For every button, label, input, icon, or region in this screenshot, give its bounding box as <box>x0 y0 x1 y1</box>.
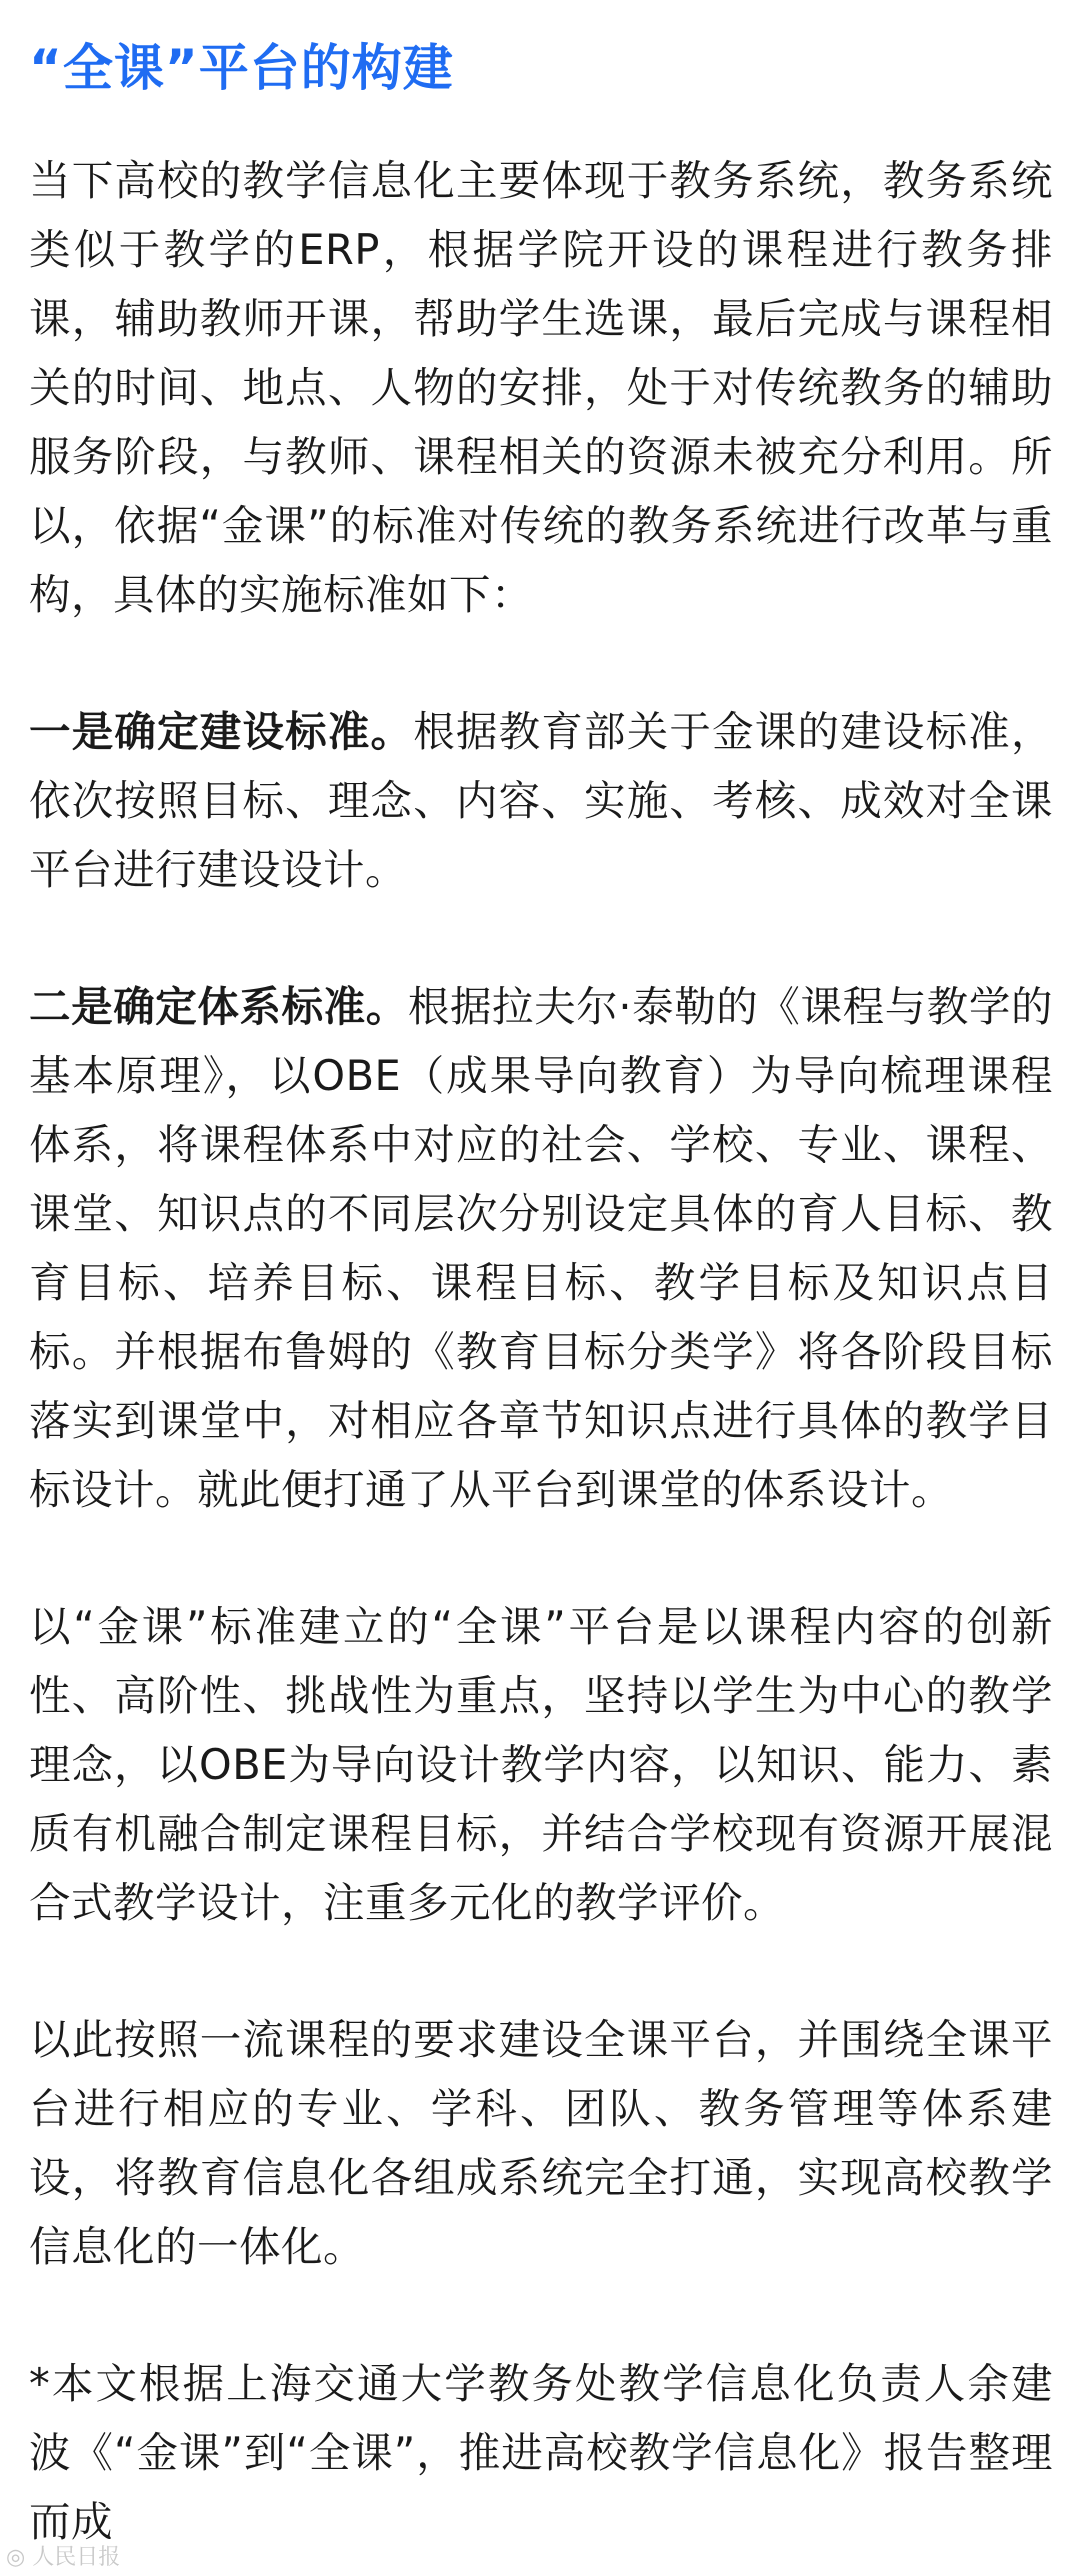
paragraph-system-standard <box>29 972 1053 1524</box>
paragraph-source-note: *本文根据上海交通大学教务处教学信息化负责人余建波《“金课”到“全课”，推进高校教学信息化》报告整理而成 <box>29 2359 1053 2546</box>
article-body <box>29 28 1053 2556</box>
paragraph-lead-system: 二是确定体系标准。 <box>29 982 408 1031</box>
paragraph-platform-description: 以“金课”标准建立的“全课”平台是以课程内容的创新性、高阶性、挑战性为重点，坚持以学生为中心的教学理念，以OBE为导向设计教学内容，以知识、能力、素质有机融合制定课程目标，并结合学校现有资源开展混合式教学设计，注重多元化的教学评价。 <box>29 1602 1053 1927</box>
paragraph-intro: 当下高校的教学信息化主要体现于教务系统，教务系统类似于教学的ERP，根据学院开设的课程进行教务排课，辅助教师开课，帮助学生选课，最后完成与课程相关的时间、地点、人物的安排，处于对传统教务的辅助服务阶段，与教师、课程相关的资源未被充分利用。所以，依据“金课”的标准对传统的教务系统进行改革与重构，具体的实施标准如下： <box>29 156 1053 619</box>
paragraph-body-construction: 根据教育部关于金课的建设标准，依次按照目标、理念、内容、实施、考核、成效对全课平台进行建设设计。 <box>29 707 1053 894</box>
section-title: “全课”平台的构建 <box>29 39 454 97</box>
paragraph-construction-standard <box>29 697 1053 904</box>
paragraph-body-system: 根据拉夫尔·泰勒的《课程与教学的基本原理》，以OBE（成果导向教育）为导向梳理课程体系，将课程体系中对应的社会、学校、专业、课程、课堂、知识点的不同层次分别设定具体的育人目标、教育目标、培养目标、课程目标、教学目标及知识点目标。并根据布鲁姆的《教育目标分类学》将各阶段目标落实到课堂中，对相应各章节知识点进行具体的教学目标设计。就此便打通了从平台到课堂的体系设计。 <box>29 982 1053 1514</box>
watermark-logo: ◎ 人民日报 <box>6 2545 121 2570</box>
paragraph-lead-construction: 一是确定建设标准。 <box>29 707 414 756</box>
paragraph-conclusion: 以此按照一流课程的要求建设全课平台，并围绕全课平台进行相应的专业、学科、团队、教务管理等体系建设，将教育信息化各组成系统完全打通，实现高校教学信息化的一体化。 <box>29 2015 1053 2271</box>
